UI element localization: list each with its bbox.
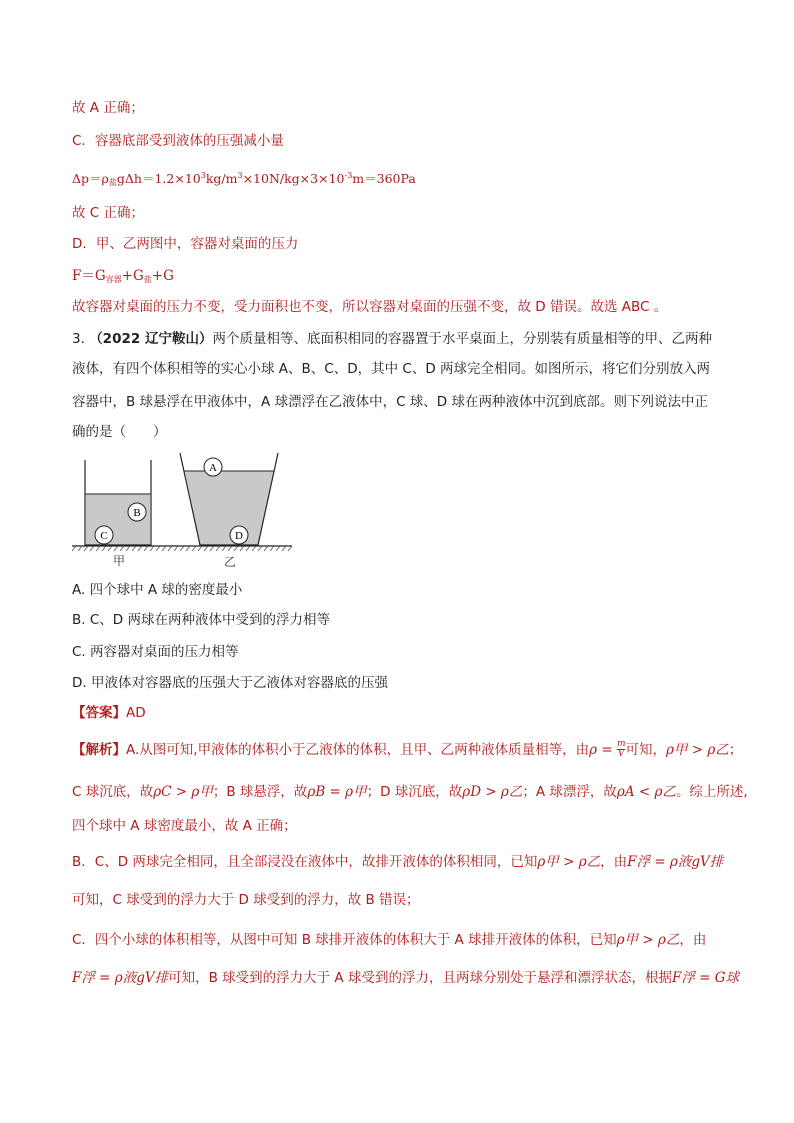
solution-line-1: 故 A 正确； [72, 100, 144, 116]
option-a: A. 四个球中 A 球的密度最小 [72, 582, 243, 598]
option-b: B. C、D 两球在两种液体中受到的浮力相等 [72, 612, 330, 628]
svg-text:A: A [209, 462, 217, 474]
answer-tag: 【答案】 [72, 705, 126, 721]
question-line-4: 确的是（ ） [72, 424, 167, 440]
label-jia: 甲 [112, 554, 126, 568]
option-c: C. 两容器对桌面的压力相等 [72, 644, 239, 660]
force-formula: $F=G_{容器}+G_盐+G$ [72, 268, 174, 284]
ball-d [230, 526, 248, 544]
question-number: 3. [72, 331, 85, 347]
solution-line-2: C．容器底部受到液体的压强减小量 [72, 133, 284, 149]
question-line-2: 液体，有四个体积相等的实心小球 A、B、C、D，其中 C、D 两球完全相同。如图所示，将它们分别放入两 [72, 361, 711, 377]
ball-b [128, 503, 146, 521]
ball-c [95, 526, 113, 544]
question-line-1: 3. （2022 辽宁鞍山）两个质量相等、底面积相同的容器置于水平桌面上，分别装有质量相等的甲、乙两种 [72, 331, 712, 347]
question-line-3: 容器中，B 球悬浮在甲液体中，A 球漂浮在乙液体中，C 球、D 球在两种液体中沉到底部。则下列说法中正 [72, 394, 708, 410]
analysis-line-3: 四个球中 A 球密度最小，故 A 正确； [72, 818, 297, 834]
svg-text:D: D [235, 530, 243, 542]
option-d: D. 甲液体对容器底的压强大于乙液体对容器底的压强 [72, 675, 388, 691]
question-source: （2022 辽宁鞍山） [89, 331, 213, 347]
analysis-line-6: C．四个小球的体积相等，从图中可知 B 球排开液体的体积大于 A 球排开液体的体积，已知ρ甲 > ρ乙，由 [72, 932, 707, 948]
solution-line-4: 故 C 正确； [72, 205, 145, 221]
ball-a [204, 458, 222, 476]
solution-line-7: 故容器对桌面的压力不变，受力面积也不变，所以容器对桌面的压强不变，故 D 错误。故选 ABC 。 [72, 299, 668, 315]
analysis-line-4: B．C、D 两球完全相同，且全部浸没在液体中，故排开液体的体积相同，已知ρ甲 > ρ乙，由F浮 = ρ液gV排 [72, 854, 724, 870]
analysis-line-5: 可知，C 球受到的浮力大于 D 球受到的浮力，故 B 错误； [72, 892, 420, 908]
containers-figure [70, 450, 295, 572]
analysis-line-7: F浮 = ρ液gV排可知，B 球受到的浮力大于 A 球受到的浮力，且两球分别处于悬浮和漂浮状态，根据F浮 = G球 [72, 970, 740, 986]
density-fraction: $\frac{m}{V}$ [616, 739, 626, 759]
svg-text:B: B [133, 507, 141, 519]
answer-line [72, 703, 146, 723]
label-yi: 乙 [223, 555, 237, 569]
analysis-line-1: 【解析】A.从图可知,甲液体的体积小于乙液体的体积，且甲、乙两种液体质量相等，由ρ = $\frac{m}{V}$ 可知，ρ甲 > ρ乙； [72, 739, 743, 759]
answer-value: AD [126, 705, 146, 721]
analysis-line-2: C 球沉底，故ρC > ρ甲；B 球悬浮，故ρB = ρ甲；D 球沉底，故ρD > ρ乙；A 球漂浮，故ρA < ρ乙。综上所述, [72, 784, 748, 800]
svg-text:C: C [100, 530, 108, 542]
solution-line-5: D．甲、乙两图中，容器对桌面的压力 [72, 236, 299, 252]
pressure-formula: $\Delta p=\rho_盐g\Delta h=1.2\times 10^3kg/m^3\times 10N/kg\times 3\times 10^{-3}m=360Pa$ [72, 171, 416, 187]
analysis-tag: 【解析】 [72, 742, 126, 758]
